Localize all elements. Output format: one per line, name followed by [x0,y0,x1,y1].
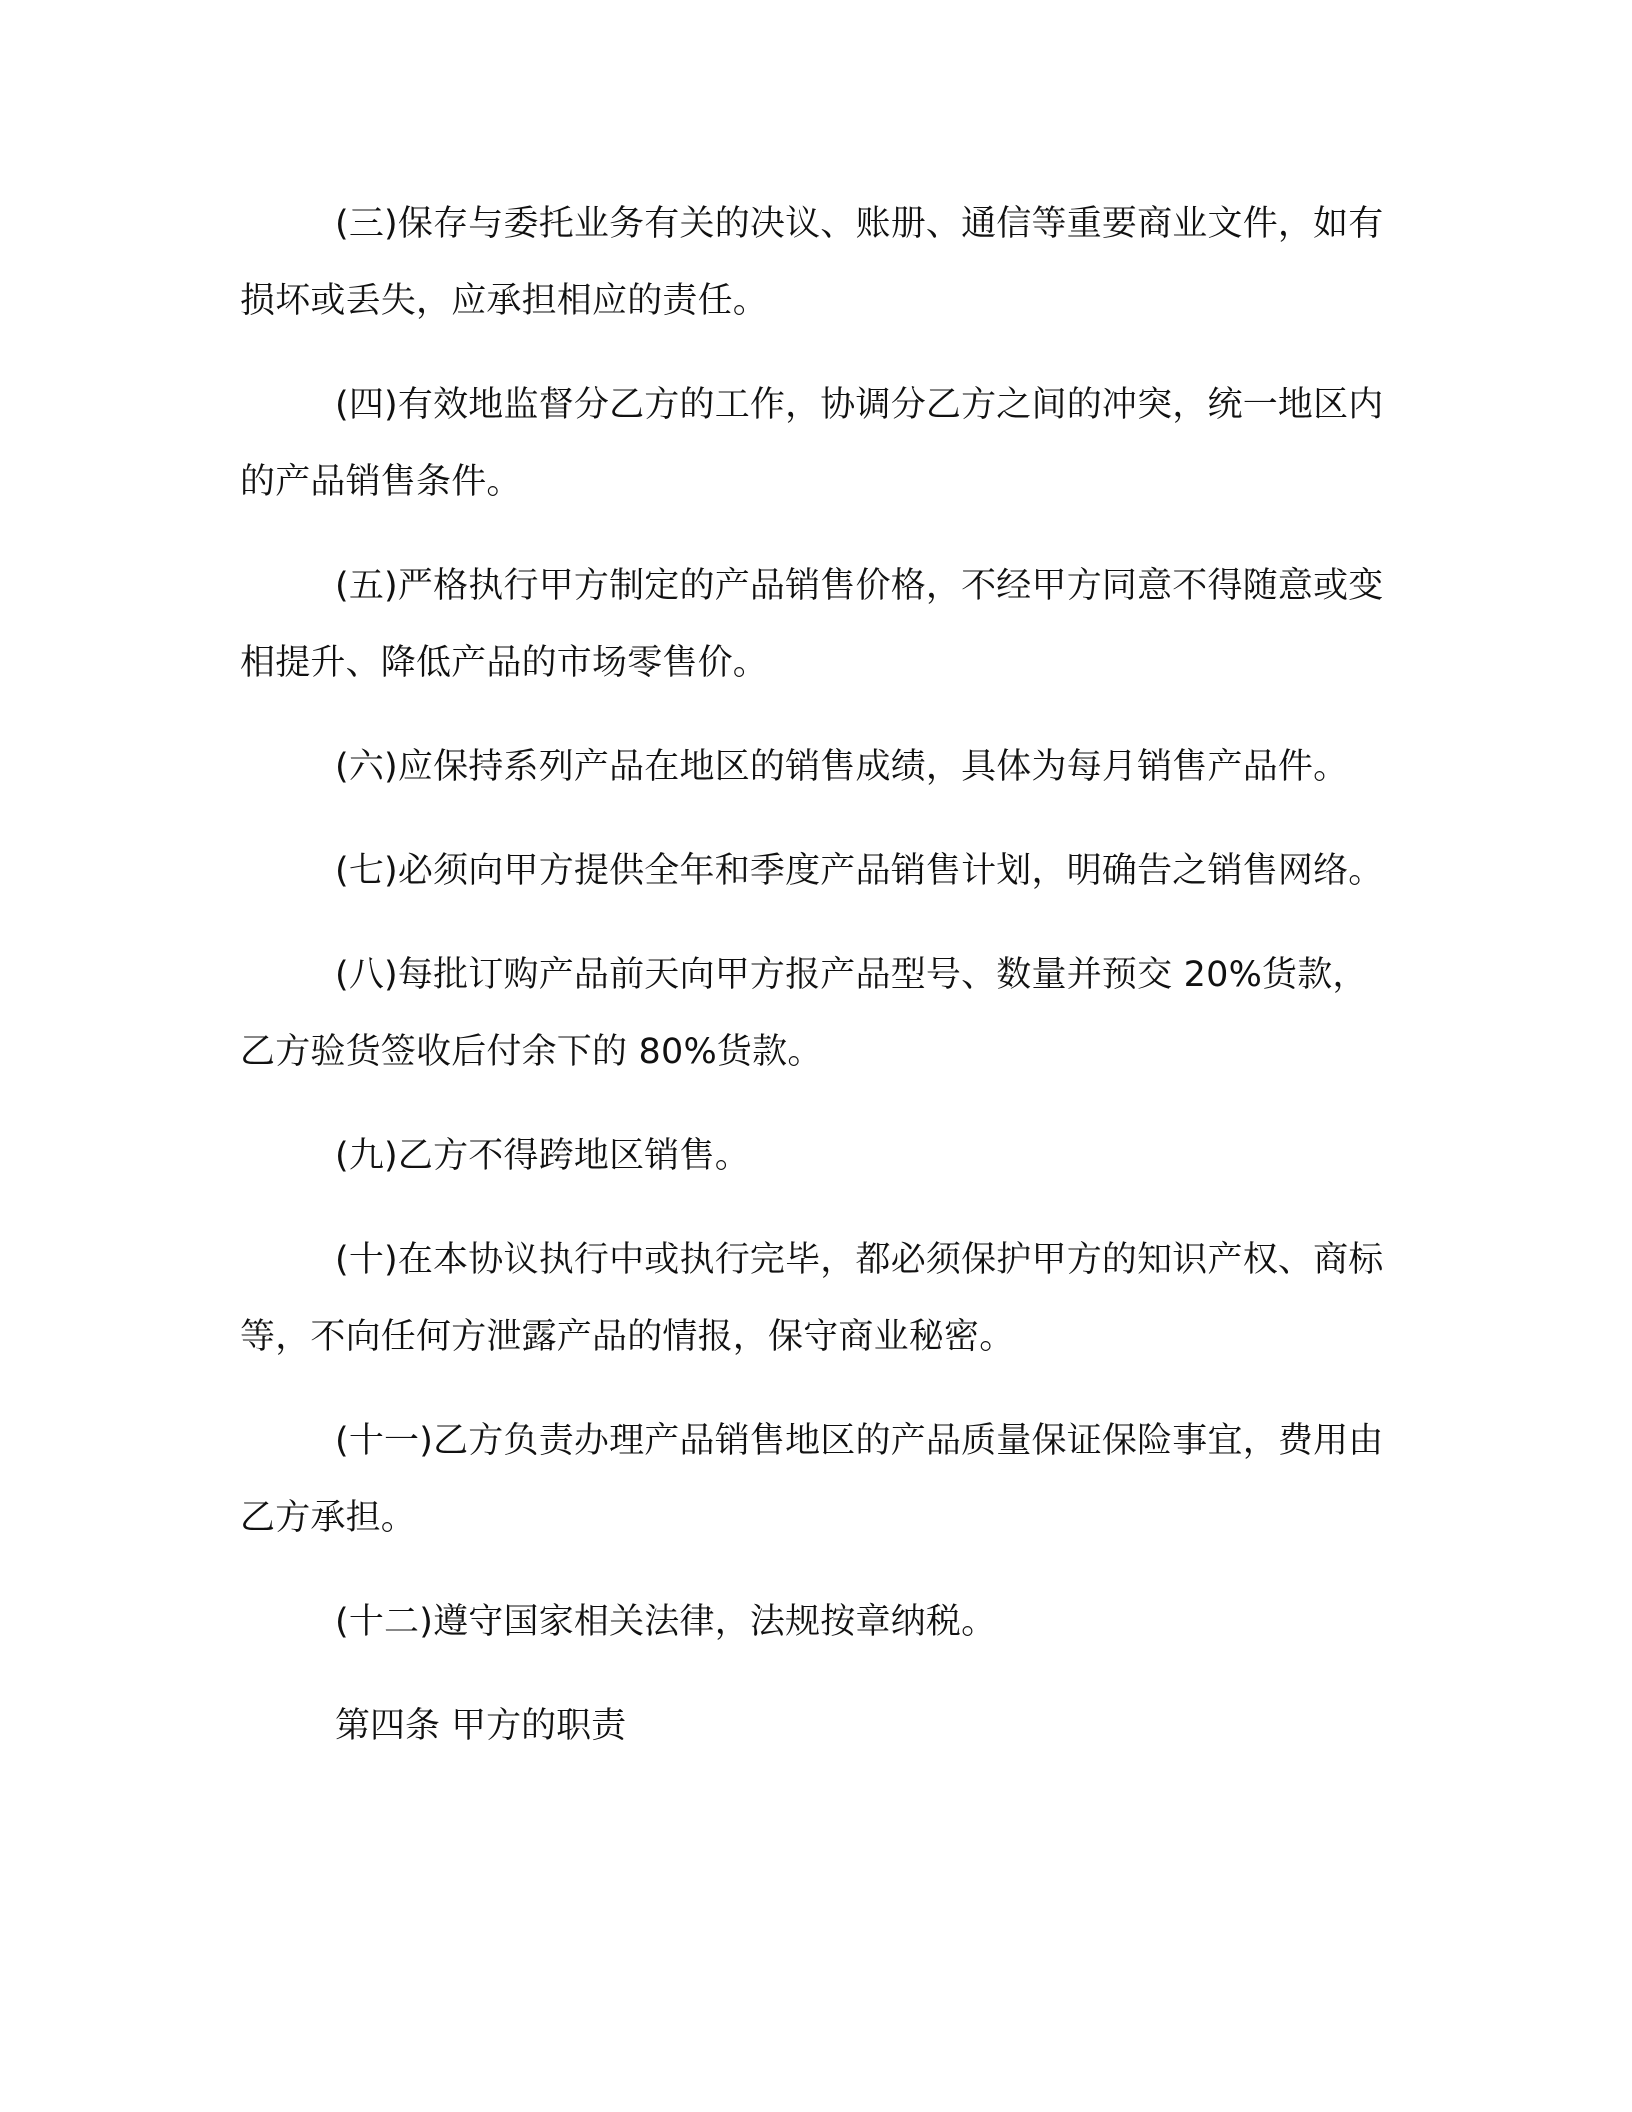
section-heading: 第四条 甲方的职责 [335,1706,627,1746]
clause-7: (七)必须向甲方提供全年和季度产品销售计划，明确告之销售网络。 [335,851,1384,891]
clause-6: (六)应保持系列产品在地区的销售成绩，具体为每月销售产品件。 [335,747,1349,787]
clause-11: (十一)乙方负责办理产品销售地区的产品质量保证保险事宜，费用由乙方承担。 [240,1421,1384,1538]
clause-8: (八)每批订购产品前天向甲方报产品型号、数量并预交 20%货款，乙方验货签收后付余下的 80%货款。 [240,955,1368,1072]
clause-4: (四)有效地监督分乙方的工作，协调分乙方之间的冲突，统一地区内的产品销售条件。 [240,385,1384,502]
clause-12: (十二)遵守国家相关法律，法规按章纳税。 [335,1602,997,1642]
clause-3: (三)保存与委托业务有关的决议、账册、通信等重要商业文件，如有损坏或丢失，应承担相应的责任。 [240,204,1384,321]
document-body [240,186,1400,1765]
clause-5: (五)严格执行甲方制定的产品销售价格，不经甲方同意不得随意或变相提升、降低产品的市场零售价。 [240,566,1384,683]
clause-9: (九)乙方不得跨地区销售。 [335,1136,750,1176]
clause-10: (十)在本协议执行中或执行完毕，都必须保护甲方的知识产权、商标等，不向任何方泄露产品的情报，保守商业秘密。 [240,1240,1384,1357]
